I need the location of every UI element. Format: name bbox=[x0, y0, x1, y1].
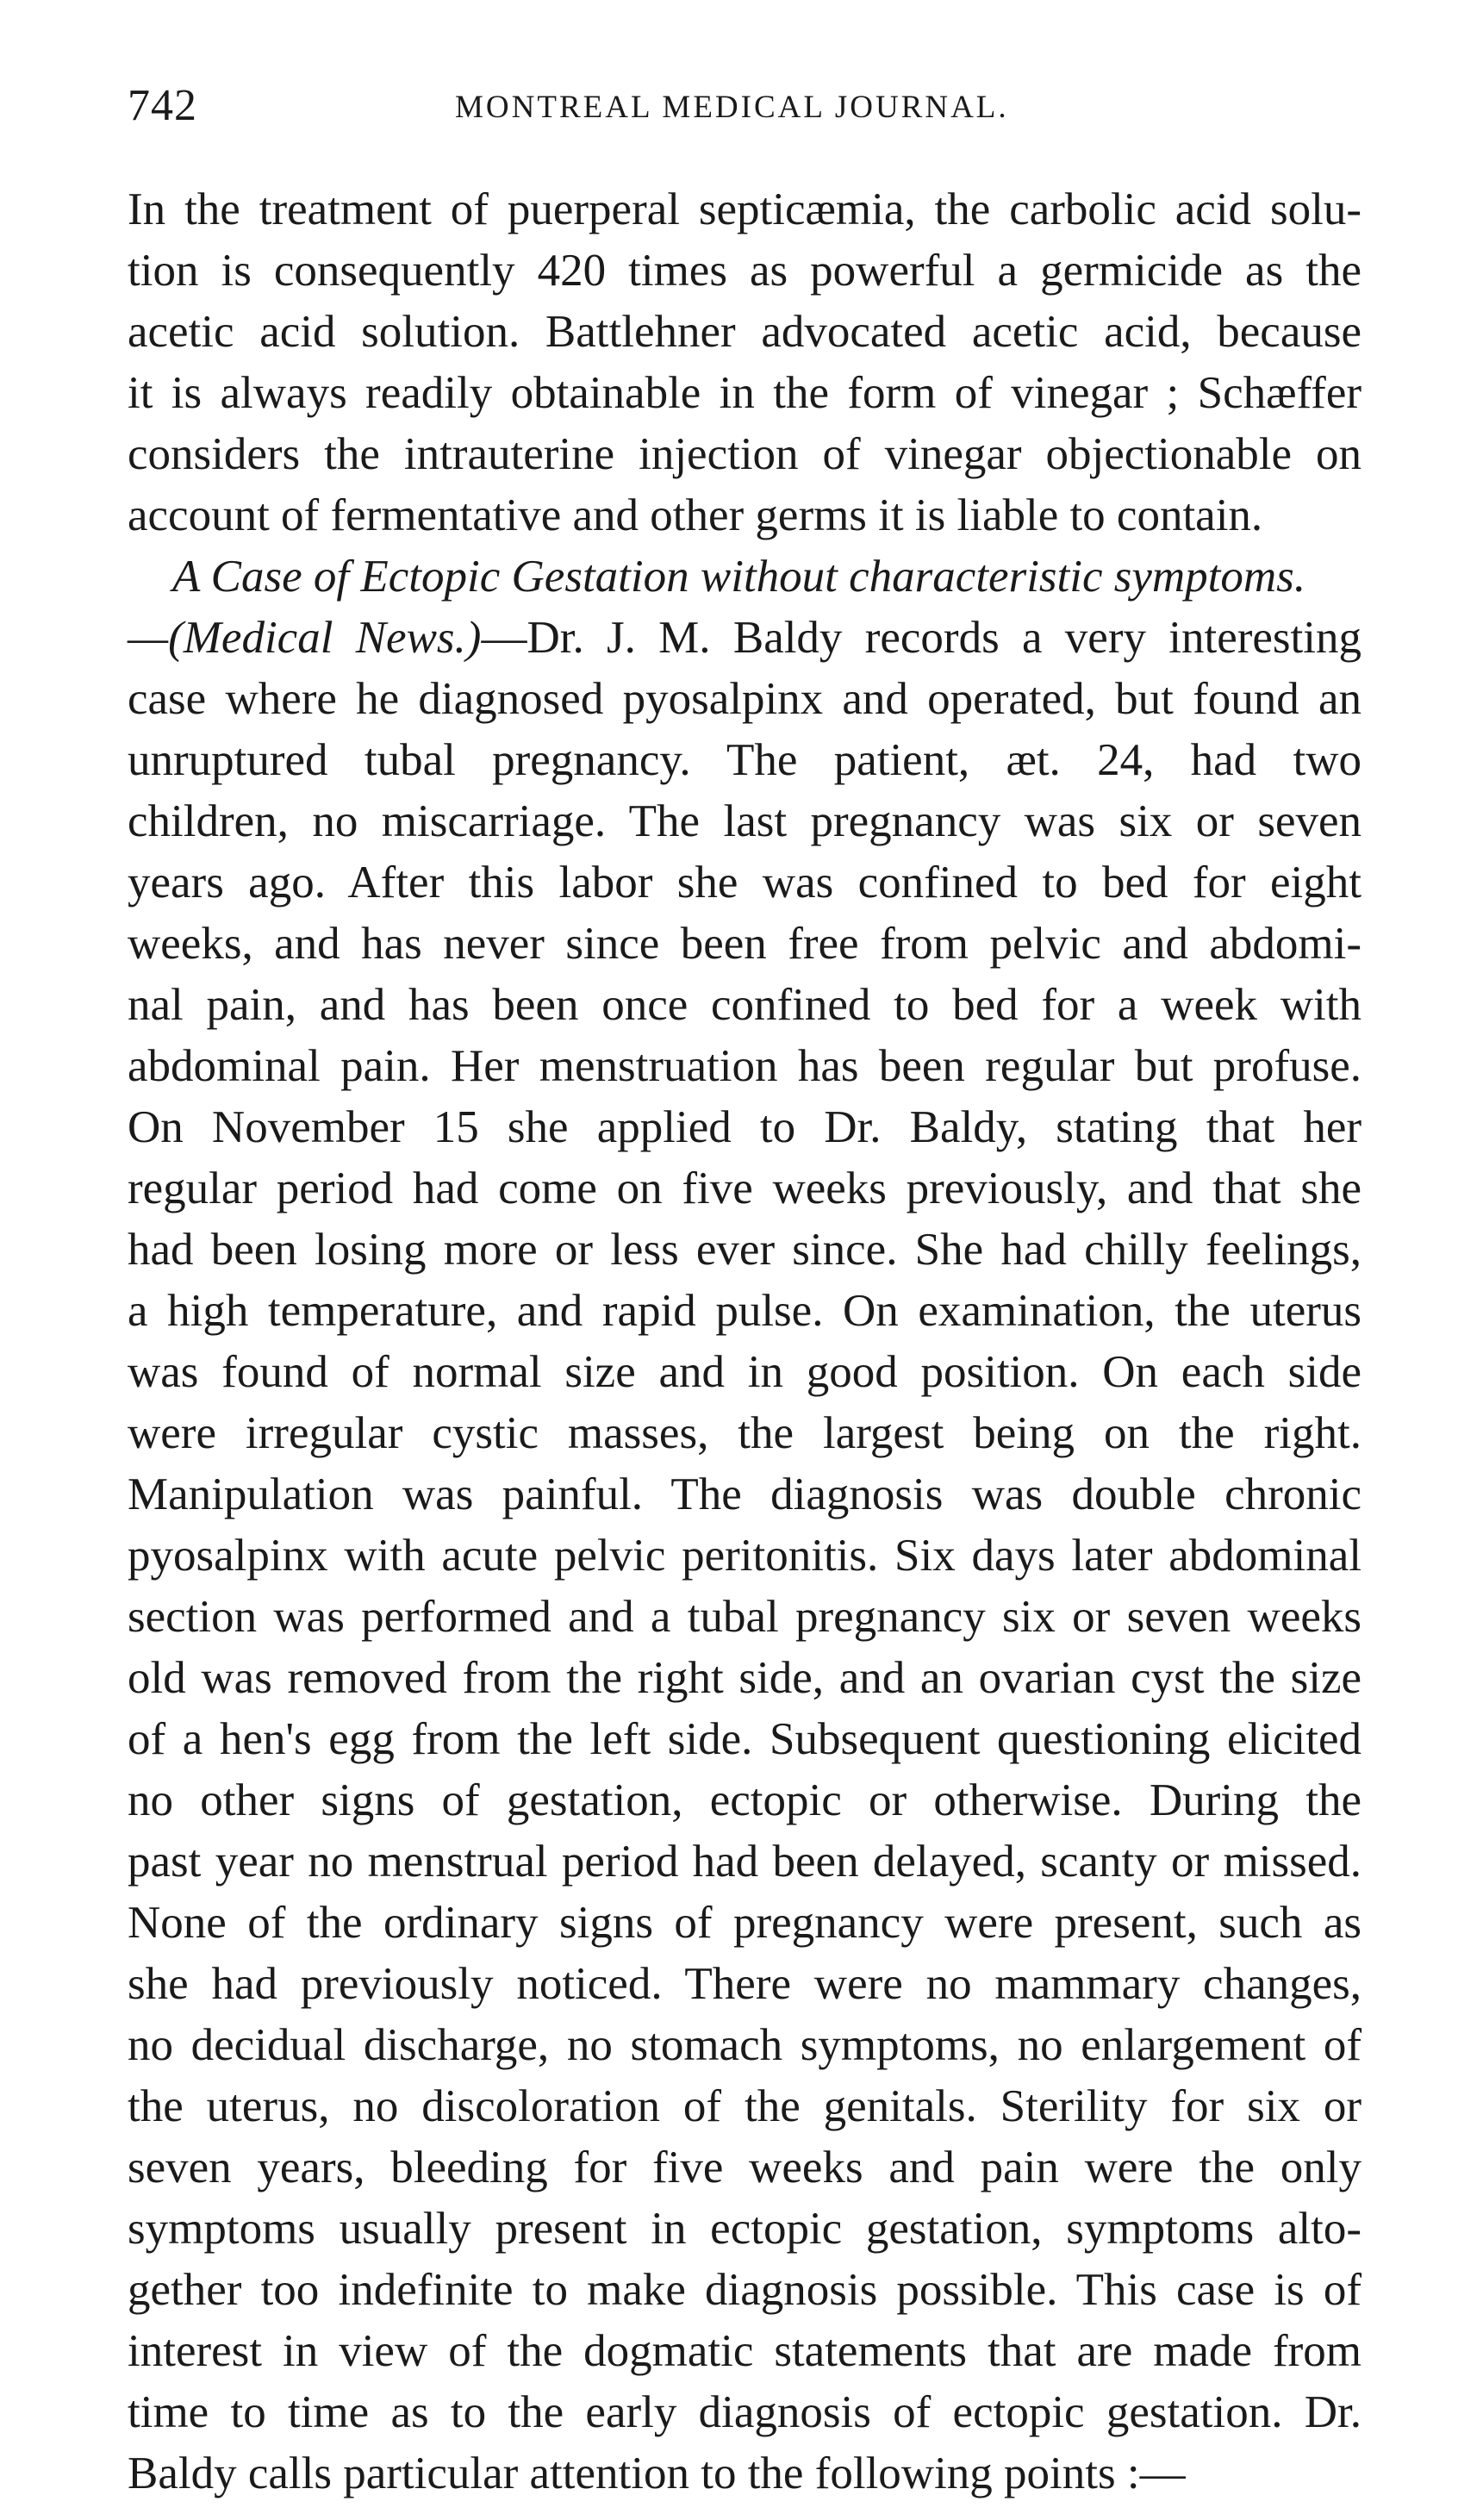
text-line: tion is consequently 420 times as powerful a germicide as the bbox=[128, 246, 1361, 296]
text-line: was found of normal size and in good position. On each side bbox=[128, 1347, 1361, 1397]
text-line: it is always readily obtainable in the form of vinegar ; Schæffer bbox=[128, 368, 1361, 418]
text-line: years ago. After this labor she was confined to bed for eight bbox=[128, 858, 1361, 908]
text-line: section was performed and a tubal pregnancy six or seven weeks bbox=[128, 1592, 1361, 1642]
text-line: seven years, bleeding for five weeks and pain were the only bbox=[128, 2143, 1361, 2193]
text-line: None of the ordinary signs of pregnancy were present, such as bbox=[128, 1898, 1361, 1948]
section-heading: A Case of Ectopic Gestation without characteristic symptoms. bbox=[172, 552, 1306, 602]
text-line-citation bbox=[128, 608, 1361, 669]
text-line: past year no menstrual period had been delayed, scanty or missed. bbox=[128, 1837, 1361, 1887]
text-line: the uterus, no discoloration of the genitals. Sterility for six or bbox=[128, 2081, 1361, 2131]
text-line: no decidual discharge, no stomach symptoms, no enlargement of bbox=[128, 2020, 1361, 2070]
text-line: acetic acid solution. Battlehner advocated acetic acid, because bbox=[128, 307, 1361, 357]
text-line: In the treatment of puerperal septicæmia, the carbolic acid solu- bbox=[128, 184, 1361, 234]
journal-title: MONTREAL MEDICAL JOURNAL. bbox=[455, 90, 1009, 125]
citation-rest: —Dr. J. M. Baldy records a very interesting bbox=[481, 613, 1361, 663]
text-line: children, no miscarriage. The last pregnancy was six or seven bbox=[128, 796, 1361, 846]
text-line: had been losing more or less ever since. She had chilly feelings, bbox=[128, 1225, 1361, 1275]
text-line: weeks, and has never since been free from pelvic and abdomi- bbox=[128, 919, 1361, 969]
text-line: time to time as to the early diagnosis of ectopic gestation. Dr. bbox=[128, 2387, 1361, 2437]
text-line: Baldy calls particular attention to the following points :— bbox=[128, 2448, 1186, 2498]
text-line: interest in view of the dogmatic statements that are made from bbox=[128, 2326, 1361, 2376]
text-line: gether too indefinite to make diagnosis possible. This case is of bbox=[128, 2265, 1361, 2315]
text-line: regular period had come on five weeks previously, and that she bbox=[128, 1163, 1361, 1213]
text-line: symptoms usually present in ectopic gestation, symptoms alto- bbox=[128, 2204, 1361, 2254]
text-line: old was removed from the right side, and an ovarian cyst the size bbox=[128, 1653, 1361, 1703]
page-number: 742 bbox=[128, 81, 197, 130]
text-line: abdominal pain. Her menstruation has been regular but profuse. bbox=[128, 1041, 1361, 1091]
text-line: pyosalpinx with acute pelvic peritonitis. Six days later abdominal bbox=[128, 1531, 1361, 1581]
article-body bbox=[128, 179, 1361, 2504]
text-line: Manipulation was painful. The diagnosis was double chronic bbox=[128, 1469, 1361, 1519]
citation-source: —(Medical News.) bbox=[128, 613, 482, 663]
text-line: were irregular cystic masses, the largest being on the right. bbox=[128, 1408, 1361, 1458]
text-line: case where he diagnosed pyosalpinx and operated, but found an bbox=[128, 674, 1361, 724]
text-line: considers the intrauterine injection of vinegar objectionable on bbox=[128, 429, 1361, 479]
text-line: unruptured tubal pregnancy. The patient, æt. 24, had two bbox=[128, 735, 1361, 785]
text-line: she had previously noticed. There were no mammary changes, bbox=[128, 1959, 1361, 2009]
text-line: account of fermentative and other germs it is liable to contain. bbox=[128, 490, 1263, 540]
running-head bbox=[128, 76, 1377, 136]
text-line: nal pain, and has been once confined to bed for a week with bbox=[128, 980, 1361, 1030]
text-line: no other signs of gestation, ectopic or otherwise. During the bbox=[128, 1775, 1361, 1825]
text-line: a high temperature, and rapid pulse. On examination, the uterus bbox=[128, 1286, 1361, 1336]
text-line: of a hen's egg from the left side. Subsequent questioning elicited bbox=[128, 1714, 1361, 1764]
text-line: On November 15 she applied to Dr. Baldy, stating that her bbox=[128, 1102, 1361, 1152]
